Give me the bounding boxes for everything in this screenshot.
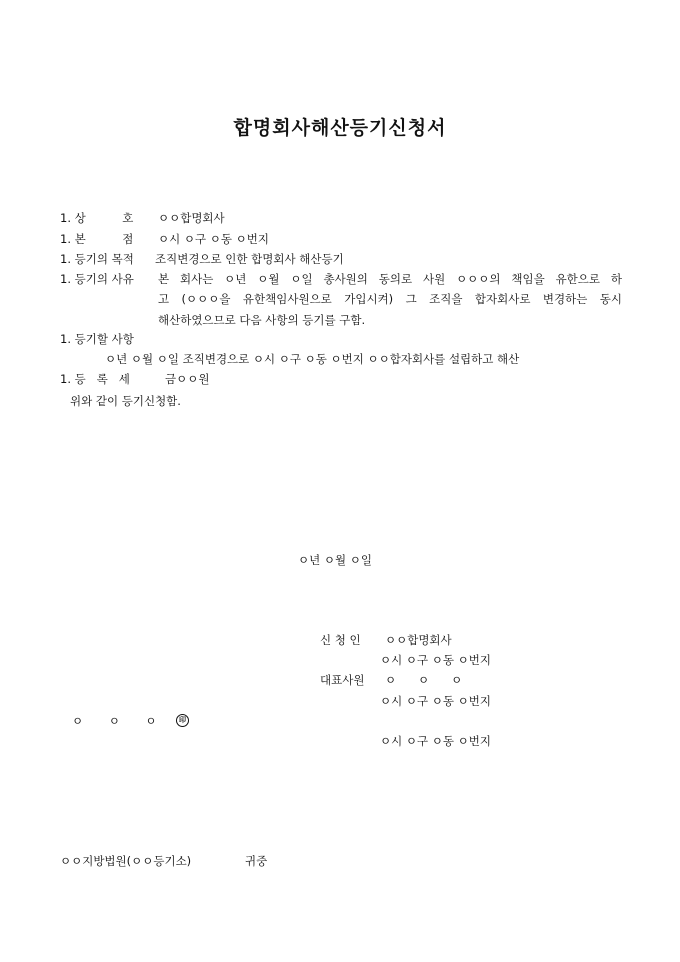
- closing-text: 위와 같이 등기신청함.: [70, 394, 181, 408]
- purpose-value: 조직변경으로 인한 합명회사 해산등기: [155, 252, 344, 266]
- agent-address: ㅇ시 ㅇ구 ㅇ동 ㅇ번지: [380, 734, 491, 748]
- court-name: ㅇㅇ지방법원(ㅇㅇ등기소): [60, 854, 192, 868]
- applicant-label: 신 청 인: [320, 633, 361, 647]
- representative-label: 대표사원: [320, 673, 365, 687]
- seal-icon: 印: [176, 714, 189, 727]
- reason-line-3: 해산하였으므로 다음 사항의 등기를 구함.: [158, 313, 366, 327]
- applicant-address: ㅇ시 ㅇ구 ㅇ동 ㅇ번지: [380, 653, 491, 667]
- applicant-name: ㅇㅇ합명회사: [385, 633, 452, 647]
- tax-label: 1. 등 록 세: [60, 372, 130, 386]
- reason-line-1: 본 회사는 ㅇ년 ㅇ월 ㅇ일 총사원의 동의로 사원 ㅇㅇㅇ의 책임을 유한으로 하: [158, 272, 622, 286]
- head-office-value: ㅇ시 ㅇ구 ㅇ동 ㅇ번지: [158, 232, 269, 246]
- purpose-label: 1. 등기의 목적: [60, 252, 134, 266]
- trade-name-label: 1. 상 호: [60, 211, 134, 225]
- representative-address: ㅇ시 ㅇ구 ㅇ동 ㅇ번지: [380, 694, 491, 708]
- matters-value: ㅇ년 ㅇ월 ㅇ일 조직변경으로 ㅇ시 ㅇ구 ㅇ동 ㅇ번지 ㅇㅇ합자회사를 설립하고 해산: [105, 352, 520, 366]
- matters-label: 1. 등기할 사항: [60, 332, 134, 346]
- tax-value: 금ㅇㅇ원: [165, 372, 210, 386]
- agent-name: ㅇ ㅇ ㅇ: [72, 714, 157, 728]
- representative-name: ㅇ ㅇ ㅇ: [385, 673, 463, 687]
- trade-name-value: ㅇㅇ합명회사: [158, 211, 225, 225]
- date-line: ㅇ년 ㅇ월 ㅇ일: [298, 553, 372, 567]
- reason-line-2: 고 (ㅇㅇㅇ을 유한책임사원으로 가입시켜) 그 조직을 합자회사로 변경하는 동시: [158, 292, 622, 306]
- reason-label: 1. 등기의 사유: [60, 272, 134, 286]
- seal-mark: [176, 713, 189, 727]
- head-office-label: 1. 본 점: [60, 232, 134, 246]
- document-title: 합명회사해산등기신청서: [233, 117, 447, 139]
- court-suffix: 귀중: [245, 854, 268, 868]
